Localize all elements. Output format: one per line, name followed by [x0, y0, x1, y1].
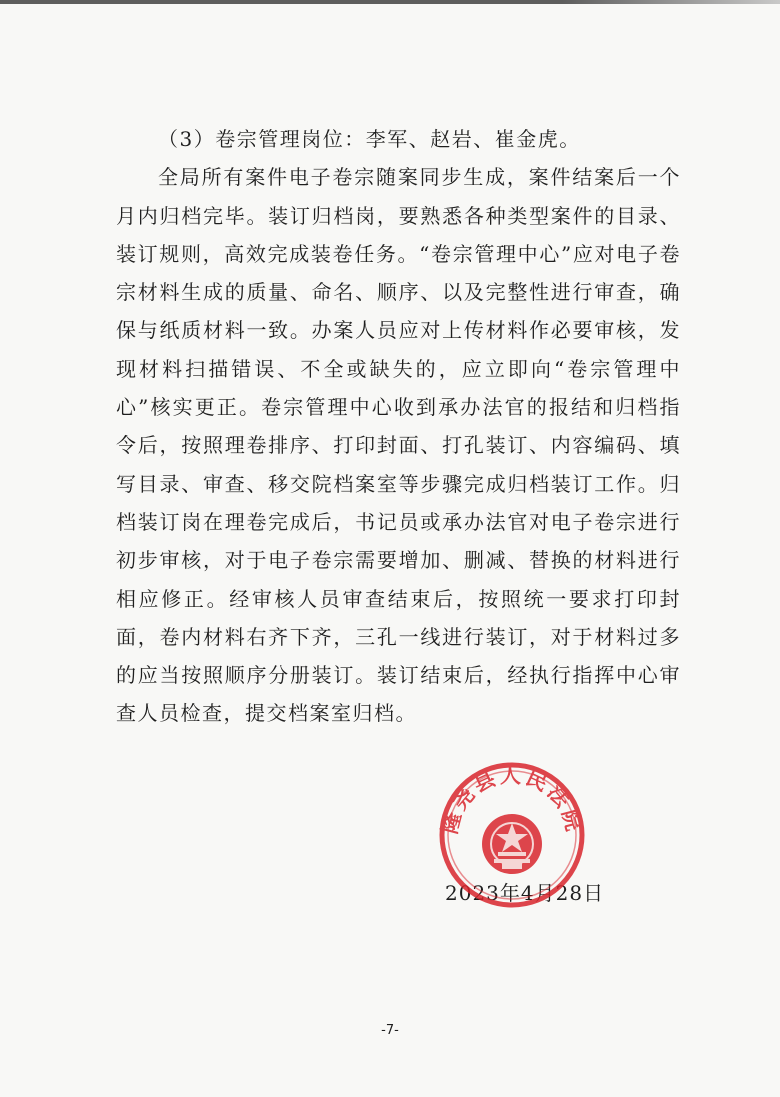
svg-text:隆尧县人民法院: 隆尧县人民法院	[437, 763, 587, 837]
document-date: 2023年4月28日	[445, 881, 605, 905]
page-top-edge	[0, 0, 780, 4]
document-body	[116, 120, 681, 733]
page-number: -7-	[381, 1023, 399, 1038]
paragraph-case-file-roles: （3）卷宗管理岗位：李军、赵岩、崔金虎。	[158, 127, 581, 151]
national-emblem-icon	[482, 814, 542, 874]
paragraph-archive-procedure: 全局所有案件电子卷宗随案同步生成，案件结案后一个月内归档完毕。装订归档岗，要熟悉各种类型案件的目录、装订规则，高效完成装卷任务。“卷宗管理中心”应对电子卷宗材料生成的质量、命名、顺序、以及完整性进行审查，确保与纸质材料一致。办案人员应对上传材料作必要审核，发现材料扫描错误、不全或缺失的，应立即向“卷宗管理中心”核实更正。卷宗管理中心收到承办法官的报结和归档指令后，按照理卷排序、打印封面、打孔装订、内容编码、填写目录、审查、移交院档案室等步骤完成归档装订工作。归档装订岗在理卷完成后，书记员或承办法官对电子卷宗进行初步审核，对于电子卷宗需要增加、删减、替换的材料进行相应修正。经审核人员审查结束后，按照统一要求打印封面，卷内材料右齐下齐，三孔一线进行装订，对于材料过多的应当按照顺序分册装订。装订结束后，经执行指挥中心审查人员检查，提交档案室归档。	[116, 165, 681, 726]
